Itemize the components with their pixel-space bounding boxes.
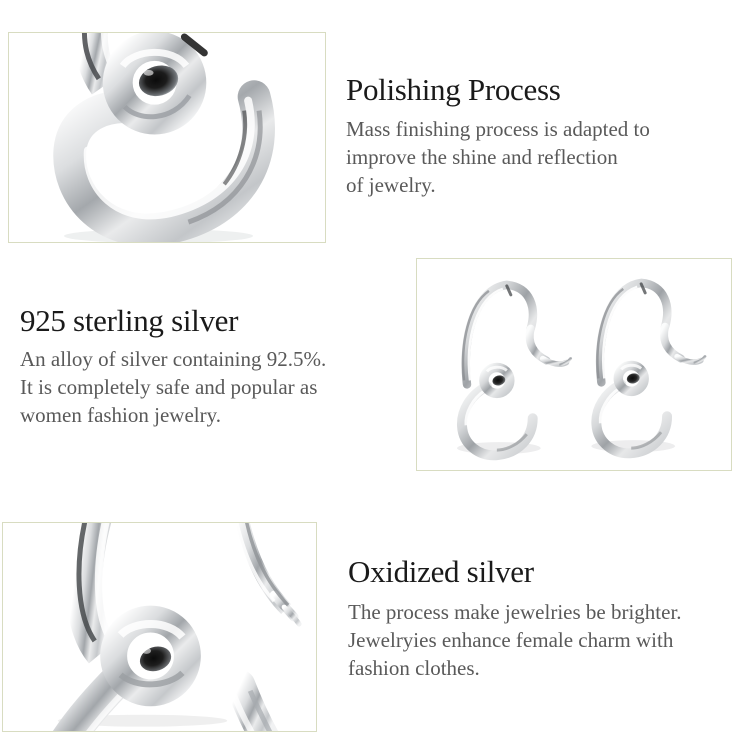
section-oxidized-silver [348,554,746,682]
section-body-line: fashion clothes. [348,656,480,680]
pair-of-spiral-hook-earrings-photo [416,258,732,471]
section-body-line: improve the shine and reflection [346,145,618,169]
section-body-line: women fashion jewelry. [20,403,221,427]
section-title: Oxidized silver [348,554,534,589]
spiral-earring-closeup-illustration [9,33,325,242]
earring-pair-illustration [417,259,731,470]
section-body-line: Jewelryies enhance female charm with [348,628,674,652]
section-title: Polishing Process [346,72,561,107]
section-polishing-process [346,72,742,199]
spiral-earring-coil-closeup-photo [2,522,317,732]
section-sterling-silver [20,303,412,429]
section-body-line: Mass finishing process is adapted to [346,117,650,141]
section-body [346,115,742,199]
spiral-earring-closeup-photo [8,32,326,243]
section-body-line: of jewelry. [346,173,436,197]
section-title: 925 sterling silver [20,303,239,338]
section-body-line: An alloy of silver containing 92.5%. [20,347,327,371]
section-body [20,345,412,429]
coil-closeup-illustration [3,523,316,731]
section-body [348,598,746,682]
section-body-line: It is completely safe and popular as [20,375,318,399]
section-body-line: The process make jewelries be brighter. [348,600,682,624]
